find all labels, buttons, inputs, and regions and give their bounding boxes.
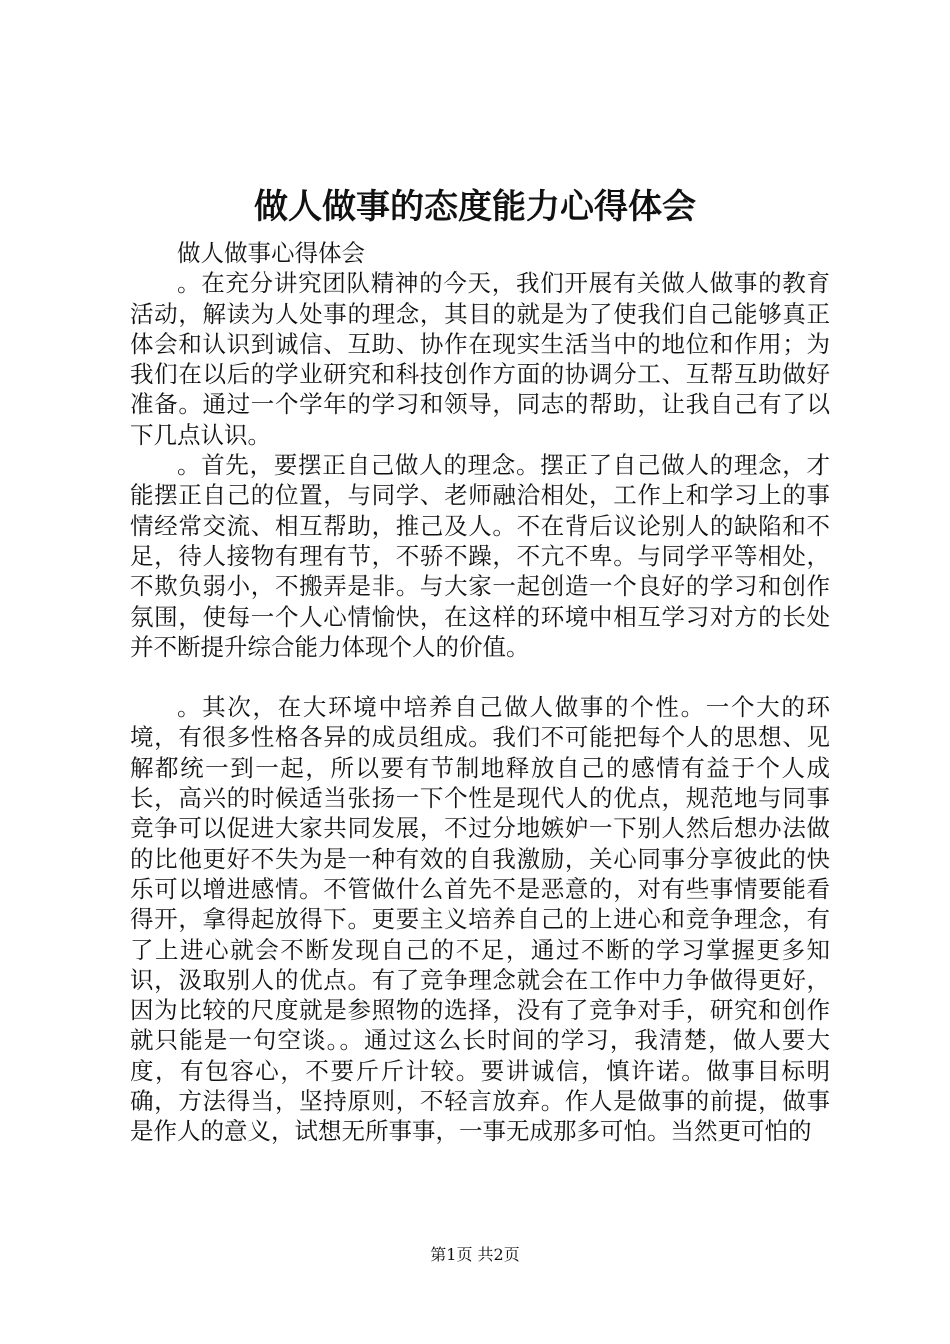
document-subtitle: 做人做事心得体会 — [177, 239, 365, 267]
page-number-footer: 第1页 共2页 — [430, 1245, 520, 1264]
paragraph-2: 。首先，要摆正自己做人的理念。摆正了自己做人的理念，才能摆正自己的位置，与同学、老师融洽相处，工作上和学习上的事情经常交流、相互帮助，推己及人。不在背后议论别人的缺陷和不足，待人接物有理有节，不骄不躁，不亢不卑。与同学平等相处，不欺负弱小，不搬弄是非。与大家一起创造一个良好的学习和创作氛围，使每一个人心情愉快，在这样的环境中相互学习对方的长处并不断提升综合能力体现个人的价值。 — [130, 451, 830, 661]
document-body — [130, 238, 830, 1147]
paragraph-1: 。在充分讲究团队精神的今天，我们开展有关做人做事的教育活动，解读为人处事的理念，其目的就是为了使我们自己能够真正体会和认识到诚信、互助、协作在现实生活当中的地位和作用；为我们在以后的学业研究和科技创作方面的协调分工、互帮互助做好准备。通过一个学年的学习和领导，同志的帮助，让我自己有了以下几点认识。 — [130, 269, 830, 449]
paragraph-3: 。其次，在大环境中培养自己做人做事的个性。一个大的环境，有很多性格各异的成员组成。我们不可能把每个人的思想、见解都统一到一起，所以要有节制地释放自己的感情有益于个人成长，高兴的时候适当张扬一下个性是现代人的优点，规范地与同事竞争可以促进大家共同发展，不过分地嫉妒一下别人然后想办法做的比他更好不失为是一种有效的自我激励，关心同事分享彼此的快乐可以增进感情。不管做什么首先不是恶意的，对有些事情要能看得开，拿得起放得下。更要主义培养自己的上进心和竞争理念，有了上进心就会不断发现自己的不足，通过不断的学习掌握更多知识，汲取别人的优点。有了竞争理念就会在工作中力争做得更好，因为比较的尺度就是参照物的选择，没有了竞争对手，研究和创作就只能是一句空谈。。通过这么长时间的学习，我清楚，做人要大度，有包容心，不要斤斤计较。要讲诚信，慎许诺。做事目标明确，方法得当，坚持原则，不轻言放弃。作人是做事的前提，做事是作人的意义，试想无所事事，一事无成那多可怕。当然更可怕的 — [130, 693, 830, 1146]
paragraph-spacer — [130, 662, 830, 692]
document-title: 做人做事的态度能力心得体会 — [254, 187, 696, 227]
